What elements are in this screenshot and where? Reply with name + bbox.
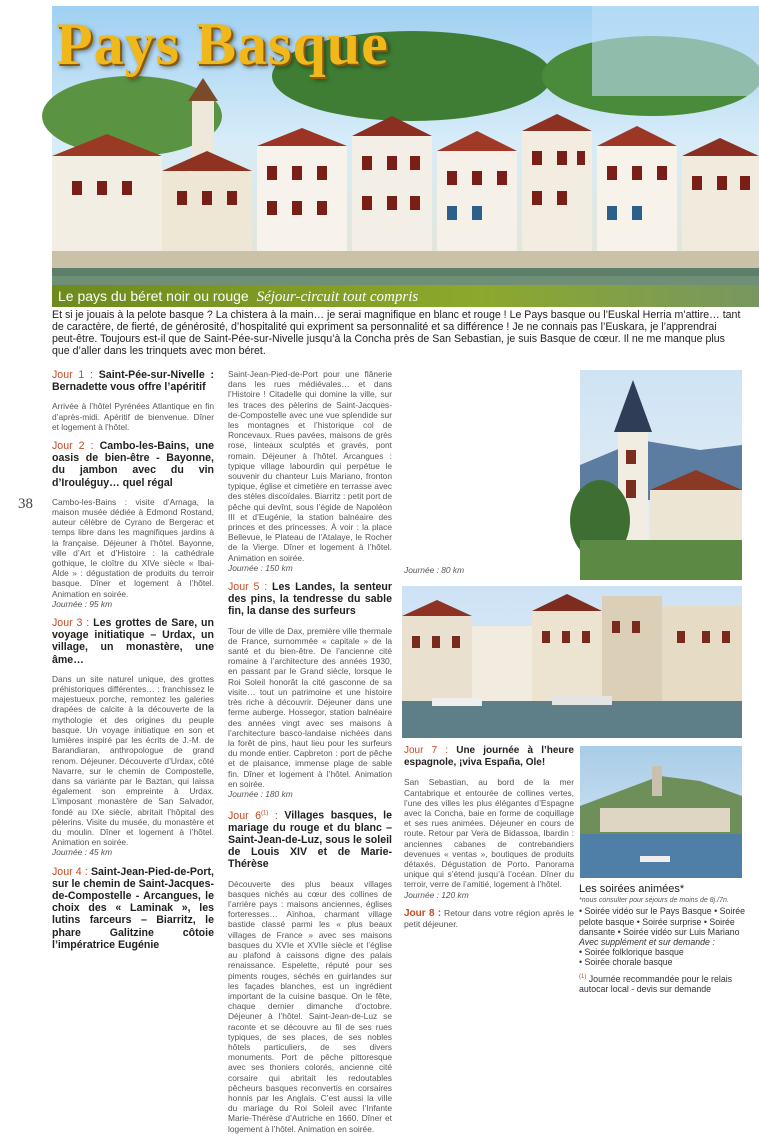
day-3-num: Jour 3 : — [52, 617, 90, 630]
day-4-distance: Journée : 150 km — [228, 562, 293, 573]
day-7-heading — [404, 745, 574, 769]
subtitle-banner — [52, 285, 759, 307]
day-1-num: Jour 1 : — [52, 369, 93, 381]
day-6-body: Découverte des plus beaux villages basques nichés au cœur des collines de l’arrière pays : maisons anciennes, églises forteresses… Aïnhoa, charmant village bastide classé parmi les « plus beaux villages de France » avec ses maisons basques du XVIe et XVIIe siècle et l’église au plafond à caissons digne des palais renaissance. Espelette, réputé pour ses piments rouges, séchés en guirlandes sur les façades blanches, est un ingrédient important de la cuisine basque. On le fête, chaque dernier dimanche d’octobre. Déjeuner à l’hôtel. Saint-Jean-de-Luz se raconte et se découvre au fil de ses rues typiques, de ses places, de ses nobles hôtels particuliers, de ses divers monuments. Port de pêche pittoresque avec ses thoniers colorés, ancienne cité corsaire qui abritait les redoutables pêcheurs basques reconvertis en corsaires honnis par les Anglais. C’est aussi la ville du mariage du Roi Soleil avec l’Infante Marie-Thérèse d’Autriche en 1660. Dîner et logement à l’hôtel. Animation en soirée. — [228, 878, 392, 1134]
day-2-num: Jour 2 : — [52, 440, 94, 453]
day-6-distance: Journée : 80 km — [404, 565, 465, 575]
day-6-title: Villages basques, le mariage du rouge et du blanc – Saint-Jean-de-Luz, sous le soleil de Louis XIV et de Marie-Thérèse — [228, 809, 392, 871]
day-7-title: Une journée à l’heure espagnole, ¡viva España, Ole! — [404, 745, 574, 769]
day-5-heading — [228, 581, 392, 618]
day-5-num: Jour 5 : — [228, 581, 268, 594]
evenings-title: Les soirées animées* — [579, 883, 685, 895]
day-2-heading — [52, 440, 214, 489]
day-4-title: Saint-Jean-Pied-de-Port, sur le chemin de Saint-Jacques-de-Compostelle - Arcangues, le choix des « Laminak », les lutins farceurs – Biarritz, le phare Galitzine côtoie l’impératrice Eugénie — [52, 865, 214, 951]
evenings-note: *nous consulter pour séjours de moins de 8j./7n. — [579, 897, 729, 905]
day-6-colon: : — [268, 809, 278, 822]
day-8-body: Retour dans votre région après le petit déjeuner. — [404, 907, 575, 929]
column-2 — [228, 369, 392, 1134]
day-6-heading — [228, 807, 392, 871]
footnote-text: Journée recommandée pour le relais autocar local - devis sur demande — [579, 973, 733, 994]
day-5-body: Tour de ville de Dax, première ville thermale de France, surnommée « capitale » de la santé et du bien-être. De l’ancienne cité romaine à l’architecture des années 1930, en passant par le Grand siècle, lorsque le Roi Soleil honorât la cité gasconne de sa visite… tout un patrimoine et une histoire très riche à découvrir. Déjeuner dans une ferme auberge. Hossegor, station balnéaire des années vingt avec ses maisons à l’architecture basco-landaise nichées dans la forêt de pins, haut lieu pour les surfeurs du monde entier. Capbreton : port de pêche et de plaisance, immense plage de sable fin. Dîner et logement à l’hôtel. Animation en soirée. — [228, 625, 392, 789]
day-7-num: Jour 7 : — [404, 745, 449, 756]
church-photo — [580, 370, 742, 580]
column-3-day-7 — [404, 745, 574, 937]
day-3-heading — [52, 617, 214, 666]
page-title: Pays Basque — [56, 11, 389, 77]
day-3-title: Les grottes de Sare, un voyage initiatique – Urdax, un village, un monastère, une âme… — [52, 617, 214, 666]
day-8-heading — [404, 908, 574, 929]
day-2-title: Cambo-les-Bains, une oasis de bien-être - Bayonne, du jambon avec du vin d’Irouléguy… quel régal — [52, 440, 214, 489]
day-1-heading — [52, 369, 214, 393]
day-6-footnote-mark: (1) — [261, 810, 269, 817]
san-sebastian-photo — [580, 746, 742, 878]
day-7-distance: Journée : 120 km — [404, 889, 469, 900]
evenings-supplement: Avec supplément et sur demande : — [579, 937, 715, 948]
day-3-distance: Journée : 45 km — [52, 847, 113, 858]
day-6-label: Jour 6 — [228, 809, 262, 822]
evenings-list: • Soirée vidéo sur le Pays Basque • Soirée pelote basque • Soirée surprise • Soirée dansante • Soirée vidéo sur Luis Mariano — [579, 906, 746, 937]
day-6-num — [228, 810, 278, 822]
day-2-distance: Journée : 95 km — [52, 598, 113, 609]
subtitle: Le pays du béret noir ou rouge — [58, 288, 249, 304]
harbour-photo — [402, 586, 742, 738]
page-number: 38 — [18, 496, 33, 512]
column-1 — [52, 369, 214, 959]
subtitle-tag: Séjour-circuit tout compris — [256, 289, 419, 305]
day-2-body: Cambo-les-Bains : visite d’Arnaga, la maison musée dédiée à Edmond Rostand, auteur célèbre de Cyrano de Bergerac et temps libre dans les magnifiques jardins à la française. Déjeuner à l’hôtel. Bayonne, ville d’Art et d’Histoire : la cathédrale gothique, le cloître du XIVe siècle « Ibai-Alde » : dégustation de produits du terroir basque. Dîner et logement à l’hôtel. Animation en soirée. — [52, 496, 214, 599]
day-4-heading — [52, 866, 214, 951]
evenings-box — [579, 884, 749, 994]
day-5-title: Les Landes, la senteur des pins, la tendresse du sable fin, la danse des surfeurs — [228, 581, 392, 618]
day-3-body: Dans un site naturel unique, des grottes préhistoriques différentes… : franchissez le majestueux porche, remontez les galeries drapées de calcite à la découverte de la mythologie et des origines du peuple basque. Un voyage initiatique en son et lumières inspiré par les écrits de J.-M. de Barandiaran, anthropologue de grand renom. Déjeuner. Découverte d’Urdax, côté Navarre, sur le chemin de Compostelle, dans sa variante par le Baztan, qui laissa également son empreinte à Urdax. L’imposant monastère de San Salvador, fondé au IXe siècle, abritait l’hôpital des pèlerins. Visite du musée, du monastère et du moulin. Dîner et logement à l’hôtel. Animation en soirée. — [52, 673, 214, 848]
day-7-body: San Sebastian, au bord de la mer Cantabrique et entourée de collines vertes, l’une des villes les plus élégantes d’Espagne avec la Concha, baie en forme de coquillage et ses rues animées. Déjeuner en cours de route. Retour par Vera de Bidassoa, Ibardin : anciennes cabanes de contrebandiers devenues « ventas », boutiques de produits détaxés. Dégustation de Porto. Panorama unique qui s’étend jusqu’à l’océan. Dîner du terroir, verre de l’amitié, logement à l’hôtel. — [404, 777, 574, 890]
day-4-body: Saint-Jean-Pied-de-Port pour une flânerie dans les rues médiévales… et dans l’Histoire ! Citadelle qui domine la ville, sur les traces des pèlerins de Saint-Jacques-de-Compostelle avec une vue splendide sur les montagnes et l’historique col de Roncevaux. Rues pavées, maisons de grès rose, linteaux sculptés et gravés, pont romain. Déjeuner à l’hôtel. Arcangues : typique village labourdin qui perpétue le souvenir du chanteur Luis Mariano, fronton typique, église et cimetière en terrasse avec des stèles discoïdales. Biarritz : petit port de pêche qui devînt, sous l’égide de Napoléon III et d’Eugénie, la station balnéaire des princes et des princesses. À voir : la place Bellevue, le Plateau de l’Atalaye, le Rocher de la Vierge. Dîner et logement à l’hôtel. Animation en soirée. — [228, 369, 392, 563]
day-1-title: Saint-Pée-sur-Nivelle : Bernadette vous offre l’apéritif — [52, 369, 214, 394]
day-8-num: Jour 8 : — [404, 907, 442, 919]
day-4-num: Jour 4 : — [52, 865, 88, 878]
footnote-mark: (1) — [579, 973, 587, 980]
day-5-distance: Journée : 180 km — [228, 788, 293, 799]
evenings-item-chorale: • Soirée chorale basque — [579, 957, 673, 968]
footnote — [579, 972, 749, 994]
day-1-body: Arrivée à l’hôtel Pyrénées Atlantique en fin d’après-midi. Apéritif de bienvenue. Dîner et logement à l’hôtel. — [52, 401, 214, 432]
evenings-item-folklore: • Soirée folklorique basque — [579, 947, 684, 958]
intro-text: Et si je jouais à la pelote basque ? La chistera à la main… je serai magnifique en blanc et rouge ! Le Pays basque ou l’Euskal Herria m’attire… tant de caractère, de fierté, de générosité, d’hospitalité qui expriment sa personnalité et sa différence ! Je ne connais pas l’Euskara, je l’apprendrai peut-être. Toujours est-il que de Saint-Pée-sur-Nivelle jusqu’à la Concha près de San Sebastian, je suis Basque de cœur. Il ne me manque plus que d’aller dans les trinquets avec mon béret. — [52, 309, 741, 357]
